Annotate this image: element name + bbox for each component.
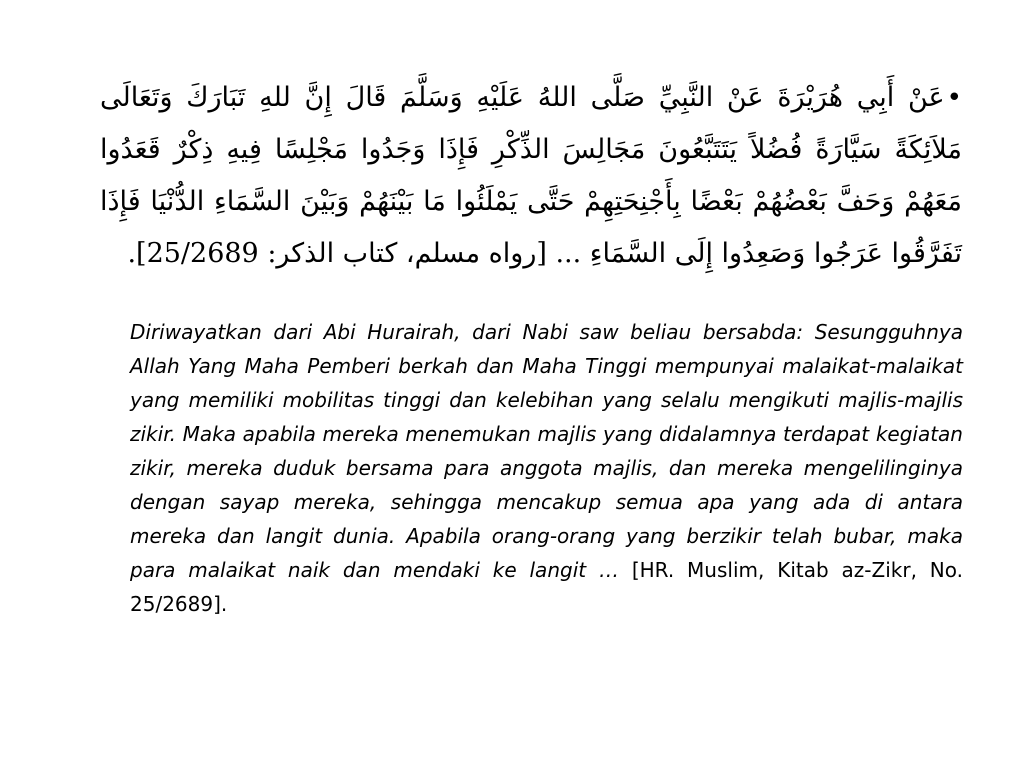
arabic-hadith-text <box>100 72 962 280</box>
bullet-icon: • <box>946 83 962 113</box>
arabic-hadith-body: عَنْ أَبِي هُرَيْرَةَ عَنْ النَّبِيِّ صَلَّى اللهُ عَلَيْهِ وَسَلَّمَ قَالَ إِنَّ للهِ تَبَارَكَ وَتَعَالَى مَلاَئِكَةً سَيَّارَةً فُضُلاً يَتَتَبَّعُونَ مَجَالِسَ الذِّكْرِ فَإِذَا وَجَدُوا مَجْلِسًا فِيهِ ذِكْرٌ قَعَدُوا مَعَهُمْ وَحَفَّ بَعْضُهُمْ بَعْضًا بِأَجْنِحَتِهِمْ حَتَّى يَمْلَئُوا مَا بَيْنَهُمْ وَبَيْنَ السَّمَاءِ الدُّنْيَا فَإِذَا تَفَرَّقُوا عَرَجُوا وَصَعِدُوا إِلَى السَّمَاءِ ... [رواه مسلم، كتاب الذكر: 25/2689]. <box>100 82 962 269</box>
citation: [HR. Muslim, Kitab az-Zikr, No. 25/2689]. <box>130 558 963 616</box>
translation-text: Diriwayatkan dari Abi Hurairah, dari Nabi saw beliau bersabda: Sesungguhnya Allah Yang Maha Pemberi berkah dan Maha Tinggi mempunyai malaikat-malaikat yang memiliki mobilitas tinggi dan kelebihan yang selalu mengikuti majlis-majlis zikir. Maka apabila mereka menemukan majlis yang didalamnya terdapat kegiatan zikir, mereka duduk bersama para anggota majlis, dan mereka mengelilinginya dengan sayap mereka, sehingga mencakup semua apa yang ada di antara mereka dan langit dunia. Apabila orang-orang yang berzikir telah bubar, maka para malaikat naik dan mendaki ke langit … <box>130 320 963 582</box>
translation-paragraph <box>130 315 963 621</box>
